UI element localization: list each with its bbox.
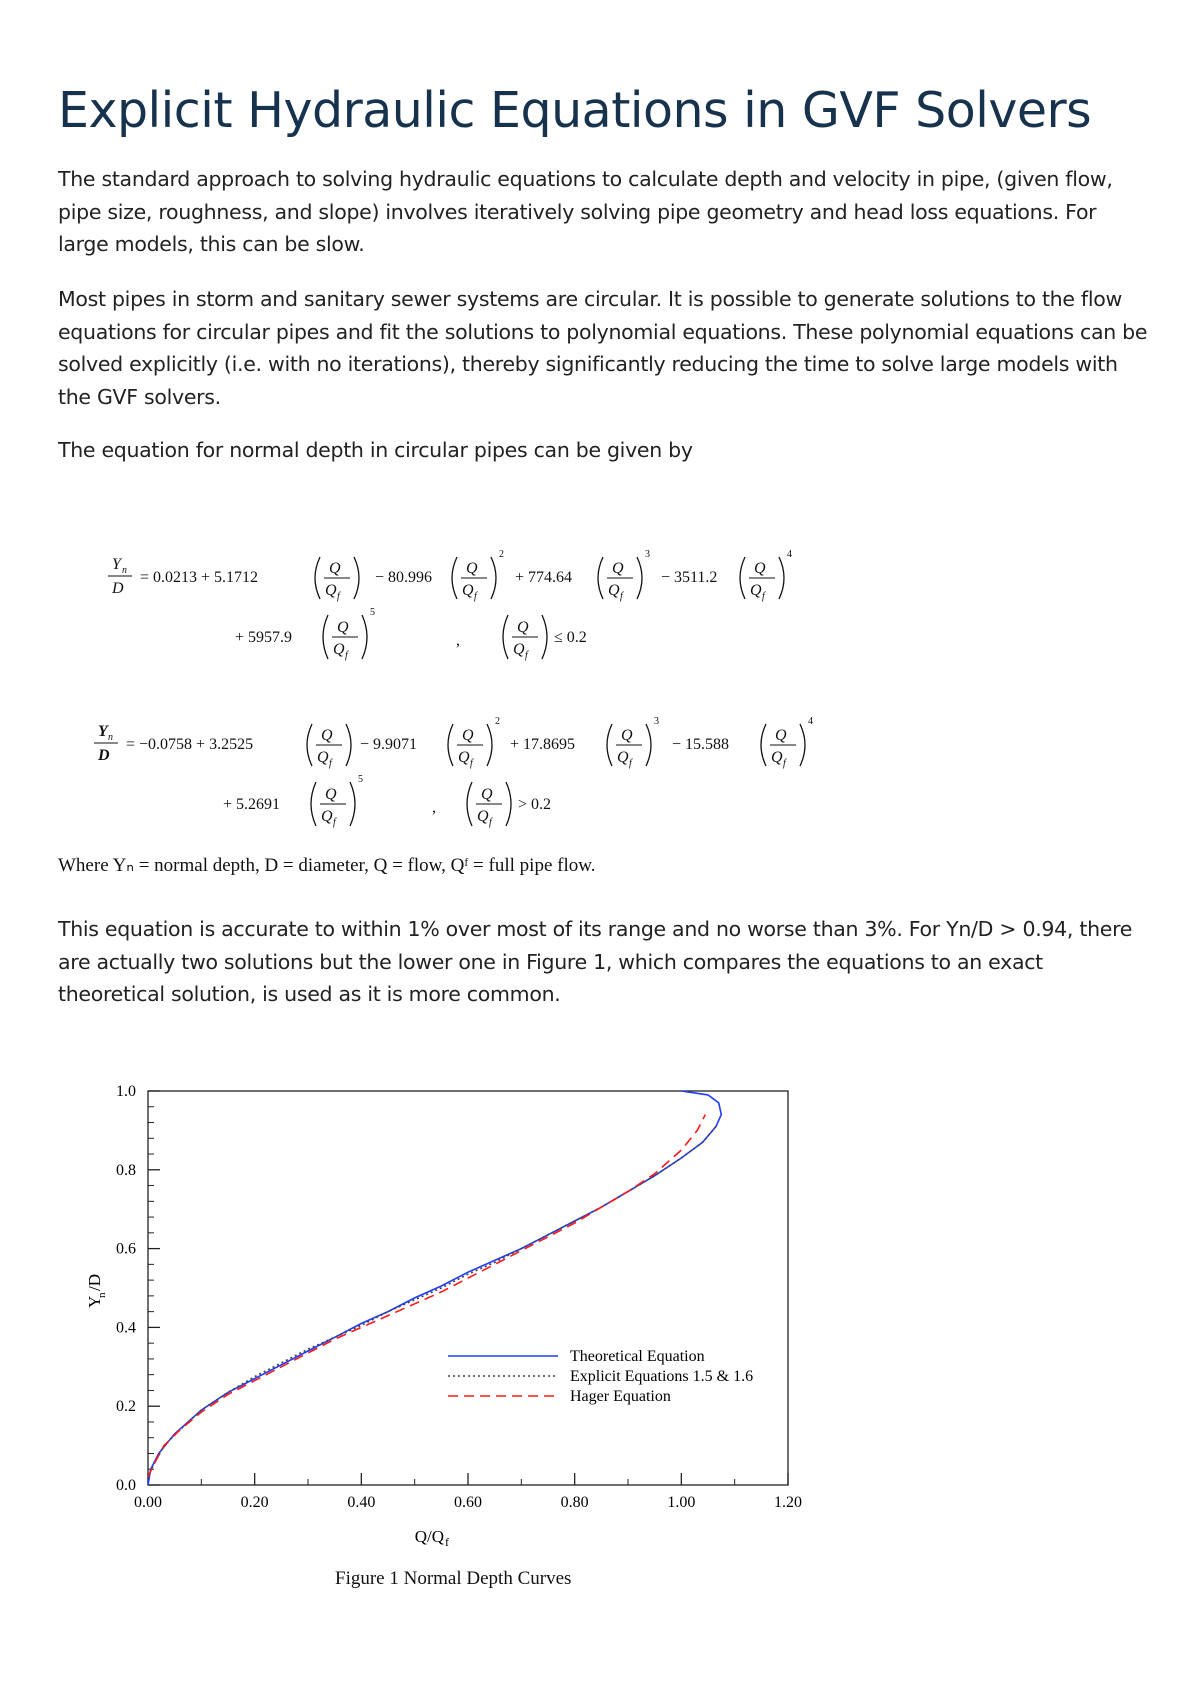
- y-axis: [116, 1083, 160, 1494]
- equation-2: [90, 712, 870, 852]
- svg-text:3: 3: [654, 716, 659, 727]
- svg-text:f: f: [470, 758, 473, 769]
- legend-label: Explicit Equations 1.5 & 1.6: [570, 1368, 754, 1385]
- x-tick-label: 0.20: [240, 1494, 269, 1511]
- svg-text:/D: /D: [85, 1274, 104, 1291]
- svg-text:Q: Q: [617, 749, 629, 766]
- y-tick-label: 0.6: [116, 1240, 136, 1258]
- series-3-line: [148, 1115, 705, 1478]
- normal-depth-chart: [80, 1070, 840, 1560]
- eq2-term-2: − 9.9071: [360, 736, 418, 753]
- svg-text:f: f: [445, 1535, 449, 1549]
- eq1-condition: [503, 615, 587, 661]
- svg-text:5: 5: [370, 607, 375, 618]
- x-tick-label: 0.00: [134, 1494, 162, 1511]
- eq2-term-3: + 17.8695: [510, 736, 576, 753]
- svg-text:Q: Q: [771, 749, 783, 766]
- eq1-frac-5: [323, 607, 375, 661]
- svg-text:≤ 0.2: ≤ 0.2: [554, 629, 587, 646]
- svg-text:Q: Q: [321, 727, 333, 744]
- svg-text:2: 2: [499, 549, 504, 560]
- eq1-term-5: + 5957.9: [235, 629, 293, 646]
- eq1-comma: ,: [456, 632, 460, 649]
- page-title: Explicit Hydraulic Equations in GVF Solvers: [58, 82, 1092, 139]
- svg-text:Q: Q: [612, 560, 624, 577]
- svg-text:f: f: [629, 758, 632, 769]
- eq2-term-5: + 5.2691: [223, 796, 281, 813]
- svg-text:f: f: [345, 650, 348, 661]
- svg-text:Q: Q: [621, 727, 633, 744]
- svg-text:Y: Y: [85, 1295, 104, 1308]
- svg-text:f: f: [329, 758, 332, 769]
- eq1-lhs-sub: n: [122, 565, 127, 576]
- series-1-line: [148, 1091, 721, 1485]
- y-axis-label: [85, 1274, 108, 1308]
- chart-legend: [448, 1348, 753, 1405]
- variable-definitions: Where Yₙ = normal depth, D = diameter, Q = flow, Qᶠ = full pipe flow.: [58, 855, 596, 876]
- y-tick-label: 0.4: [116, 1319, 136, 1337]
- svg-text:Q: Q: [458, 749, 470, 766]
- svg-text:Q: Q: [481, 786, 493, 803]
- svg-text:f: f: [783, 758, 786, 769]
- eq2-lhs-num: Y: [98, 723, 108, 740]
- svg-text:Q: Q: [317, 749, 329, 766]
- svg-text:Q: Q: [321, 808, 333, 825]
- svg-text:f: f: [489, 817, 492, 828]
- eq1-frac-4: [740, 549, 792, 602]
- legend-label: Theoretical Equation: [570, 1348, 705, 1365]
- paragraph-equation-intro: The equation for normal depth in circular pipes can be given by: [58, 438, 693, 462]
- svg-text:Q: Q: [462, 727, 474, 744]
- eq2-frac-1: [307, 724, 351, 769]
- svg-text:Q: Q: [466, 560, 478, 577]
- svg-text:f: f: [337, 591, 340, 602]
- svg-text:Q: Q: [325, 582, 337, 599]
- svg-text:f: f: [762, 591, 765, 602]
- eq1-lhs-num: Y: [112, 556, 121, 573]
- x-tick-label: 1.00: [667, 1494, 696, 1511]
- eq1-lhs-den: D: [112, 580, 124, 597]
- paragraph-circular-pipes: Most pipes in storm and sanitary sewer systems are circular. It is possible to generate solutions to the flow equations for circular pipes and fit the solutions to polynomial equations. These polynomial equations can be solved explicitly (i.e. with no iterations), thereby significantly reducing the time to solve large models with the GVF solvers.: [58, 287, 1148, 409]
- x-axis-label: [415, 1527, 449, 1549]
- paragraph-intro: The standard approach to solving hydraulic equations to calculate depth and velocity in pipe, (given flow, pipe size, roughness, and slope) involves iteratively solving pipe geometry and head loss equations. For large models, this can be slow.: [58, 167, 1113, 256]
- svg-text:Q: Q: [477, 808, 489, 825]
- svg-text:f: f: [333, 817, 336, 828]
- figure-caption: Figure 1 Normal Depth Curves: [335, 1568, 572, 1589]
- svg-text:f: f: [525, 650, 528, 661]
- svg-text:3: 3: [645, 549, 650, 560]
- series-2-line: [148, 1127, 716, 1478]
- svg-text:Q: Q: [608, 582, 620, 599]
- svg-text:Q: Q: [517, 619, 529, 636]
- svg-text:> 0.2: > 0.2: [518, 796, 552, 813]
- eq2-frac-2: [448, 716, 500, 769]
- y-tick-label: 0.0: [116, 1477, 136, 1494]
- svg-text:Q: Q: [750, 582, 762, 599]
- svg-text:Q: Q: [337, 619, 349, 636]
- paragraph-accuracy: This equation is accurate to within 1% over most of its range and no worse than 3%. For Yn/D > 0.94, there are actually two solutions but the lower one in Figure 1, which compares the equations to an exact theoretical solution, is used as it is more common.: [58, 917, 1133, 1006]
- eq1-frac-1: [315, 557, 359, 602]
- svg-text:Q/Q: Q/Q: [414, 1527, 444, 1546]
- eq2-comma: ,: [432, 799, 436, 816]
- svg-text:f: f: [620, 591, 623, 602]
- svg-text:4: 4: [808, 716, 813, 727]
- equation-1: [90, 545, 850, 685]
- svg-text:Q: Q: [329, 560, 341, 577]
- svg-text:Q: Q: [754, 560, 766, 577]
- svg-text:Q: Q: [775, 727, 787, 744]
- eq1-term-3: + 774.64: [515, 569, 573, 586]
- x-tick-label: 0.60: [454, 1494, 482, 1511]
- x-tick-label: 0.40: [347, 1494, 376, 1511]
- svg-text:4: 4: [787, 549, 792, 560]
- series-layer: [148, 1091, 721, 1485]
- legend-label: Hager Equation: [570, 1388, 671, 1405]
- x-tick-label: 1.20: [774, 1494, 802, 1511]
- svg-text:Q: Q: [325, 786, 337, 803]
- eq2-lhs-den: D: [98, 747, 110, 764]
- y-tick-label: 0.2: [116, 1398, 136, 1416]
- eq2-frac-5: [311, 774, 363, 828]
- svg-text:Q: Q: [462, 582, 474, 599]
- svg-text:Q: Q: [333, 641, 345, 658]
- svg-text:5: 5: [358, 774, 363, 785]
- eq1-term-4: − 3511.2: [661, 569, 718, 586]
- eq1-frac-2: [452, 549, 504, 602]
- x-axis: [134, 1473, 802, 1511]
- eq2-frac-4: [761, 716, 813, 769]
- eq1-frac-3: [598, 549, 650, 602]
- y-tick-label: 1.0: [116, 1083, 136, 1100]
- eq2-term-4: − 15.588: [672, 736, 730, 753]
- y-tick-label: 0.8: [116, 1161, 136, 1179]
- eq1-term-2: − 80.996: [375, 569, 433, 586]
- svg-text:n: n: [96, 1292, 108, 1298]
- svg-text:2: 2: [495, 716, 500, 727]
- eq2-lhs-sub: n: [108, 732, 113, 743]
- svg-text:Q: Q: [513, 641, 525, 658]
- eq2-frac-3: [607, 716, 659, 769]
- x-tick-label: 0.80: [560, 1494, 589, 1511]
- svg-text:f: f: [474, 591, 477, 602]
- eq2-term-0: = −0.0758 + 3.2525: [126, 736, 254, 753]
- eq1-term-0: = 0.0213 + 5.1712: [140, 569, 259, 586]
- eq2-condition: [467, 782, 551, 828]
